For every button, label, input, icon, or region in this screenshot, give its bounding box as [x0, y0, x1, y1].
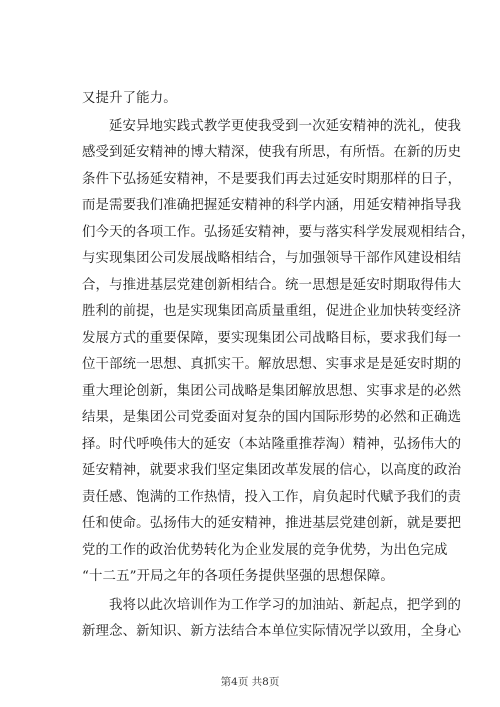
text-line: 责任感、饱满的工作热情，投入工作，肩负起时代赋予我们的责: [82, 490, 462, 505]
text-line: 们今天的各项工作。弘扬延安精神，要与落实科学发展观相结合，: [82, 225, 475, 240]
text-line: 又提升了能力。: [82, 91, 177, 106]
text-line: 而是需要我们准确把握延安精神的科学内涵，用延安精神指导我: [82, 198, 462, 213]
text-line: 择。时代呼唤伟大的延安（本站隆重推荐淘）精神，弘扬伟大的: [82, 437, 462, 452]
text-line: 党的工作的政治优势转化为企业发展的竞争优势，为出色完成: [82, 543, 448, 558]
page-footer: 第4页 共8页: [220, 676, 280, 688]
text-line: 位干部统一思想、真抓实干。解放思想、实事求是是延安时期的: [82, 357, 462, 372]
text-line: 合，与推进基层党建创新相结合。统一思想是延安时期取得伟大: [82, 278, 462, 293]
text-line: 新理念、新知识、新方法结合本单位实际情况学以致用，全身心: [82, 624, 462, 639]
text-line: 胜利的前提，也是实现集团高质量重组，促进企业加快转变经济: [82, 304, 462, 319]
text-line: “十二五”开局之年的各项任务提供坚强的思想保障。: [82, 569, 394, 584]
text-line: 发展方式的重要保障，要实现集团公司战略目标，要求我们每一: [82, 331, 462, 346]
text-line: 结果，是集团公司党委面对复杂的国内国际形势的必然和正确选: [82, 410, 462, 425]
text-line: 感受到延安精神的博大精深，使我有所思，有所悟。在新的历史: [82, 145, 462, 160]
text-line: 重大理论创新，集团公司战略是集团解放思想、实事求是的必然: [82, 384, 462, 399]
text-line: 任和使命。弘扬伟大的延安精神，推进基层党建创新，就是要把: [82, 516, 462, 531]
text-line: 条件下弘扬延安精神，不是要我们再去过延安时期那样的日子，: [82, 172, 462, 187]
text-line: 与实现集团公司发展战略相结合，与加强领导干部作风建设相结: [82, 251, 462, 266]
text-line: 延安精神，就要求我们坚定集团改革发展的信心，以高度的政治: [82, 463, 462, 478]
paragraph-first-line: 我将以此次培训作为工作学习的加油站、新起点，把学到的: [109, 598, 462, 613]
paragraph-first-line: 延安异地实践式教学更使我受到一次延安精神的洗礼，使我: [109, 119, 462, 134]
